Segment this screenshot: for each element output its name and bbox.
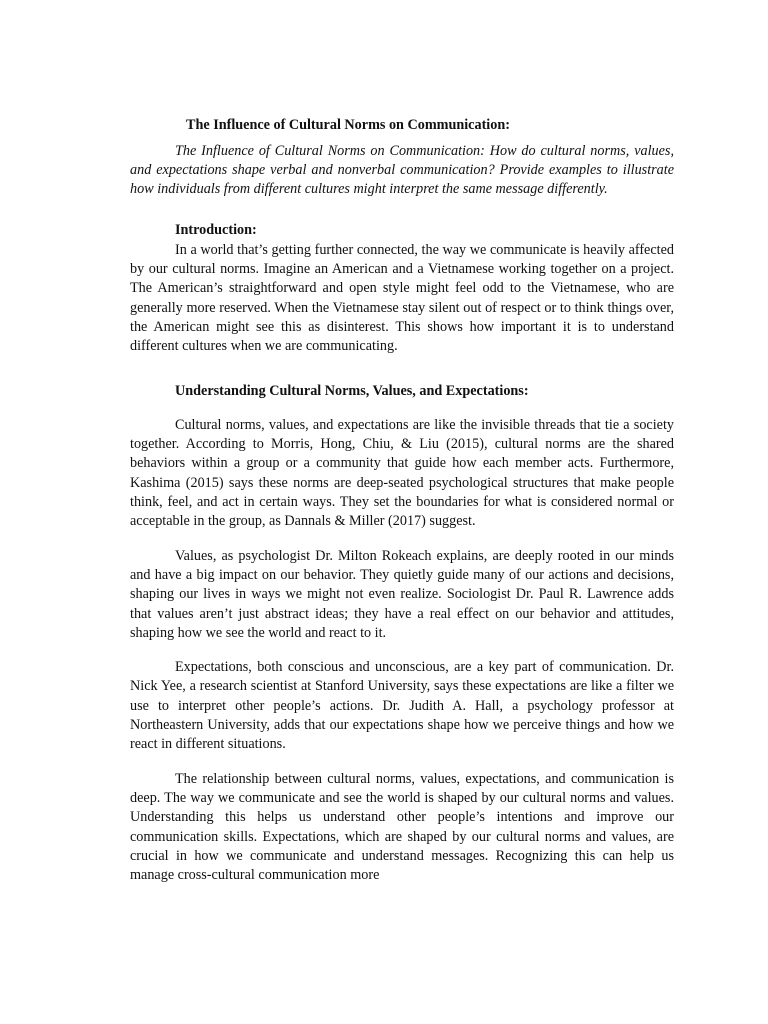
- section-heading: Understanding Cultural Norms, Values, and Expectations:: [175, 383, 529, 400]
- introduction-heading: Introduction:: [175, 222, 257, 239]
- document-title: The Influence of Cultural Norms on Communication:: [186, 117, 510, 133]
- section-paragraph-3: Expectations, both conscious and unconscious, are a key part of communication. Dr. Nick Yee, a research scientist at Stanford University, says these expectations are like a filter we use to interpret other people’s actions. Dr. Judith A. Hall, a psychology professor at Northeastern University, adds that our expectations shape how we perceive things and how we react in different situations.: [130, 659, 674, 753]
- essay-prompt: The Influence of Cultural Norms on Communication: How do cultural norms, values, and expectations shape verbal and nonverbal communication? Provide examples to illustrate how individuals from different cultures might interpret the same message differently.: [130, 142, 674, 197]
- section-paragraph-4: The relationship between cultural norms, values, expectations, and communication is deep. The way we communicate and see the world is shaped by our cultural norms and values. Understanding this helps us understand other people’s intentions and improve our communication skills. Expectations, which are shaped by our cultural norms and values, are crucial in how we communicate and understand messages. Recognizing this can help us manage cross-cultural communication more: [130, 770, 674, 884]
- section-paragraph-1: Cultural norms, values, and expectations are like the invisible threads that tie a society together. According to Morris, Hong, Chiu, & Liu (2015), cultural norms are the shared behaviors within a group or a community that guide how each member acts. Furthermore, Kashima (2015) says these norms are deep-seated psychological structures that make people think, feel, and act in certain ways. They set the boundaries for what is considered normal or acceptable in the group, as Dannals & Miller (2017) suggest.: [130, 416, 674, 530]
- section-paragraph-2: Values, as psychologist Dr. Milton Rokeach explains, are deeply rooted in our minds and have a big impact on our behavior. They quietly guide many of our actions and decisions, shaping our lives in ways we might not even realize. Sociologist Dr. Paul R. Lawrence adds that values aren’t just abstract ideas; they have a real effect on our behavior and attitudes, shaping how we see the world and react to it.: [130, 547, 674, 641]
- introduction-paragraph: In a world that’s getting further connected, the way we communicate is heavily affected by our cultural norms. Imagine an American and a Vietnamese working together on a project. The American’s straightforward and open style might feel odd to the Vietnamese, who are generally more reserved. When the Vietnamese stay silent out of respect or to think things over, the American might see this as disinterest. This shows how important it is to understand different cultures when we are communicating.: [130, 241, 674, 355]
